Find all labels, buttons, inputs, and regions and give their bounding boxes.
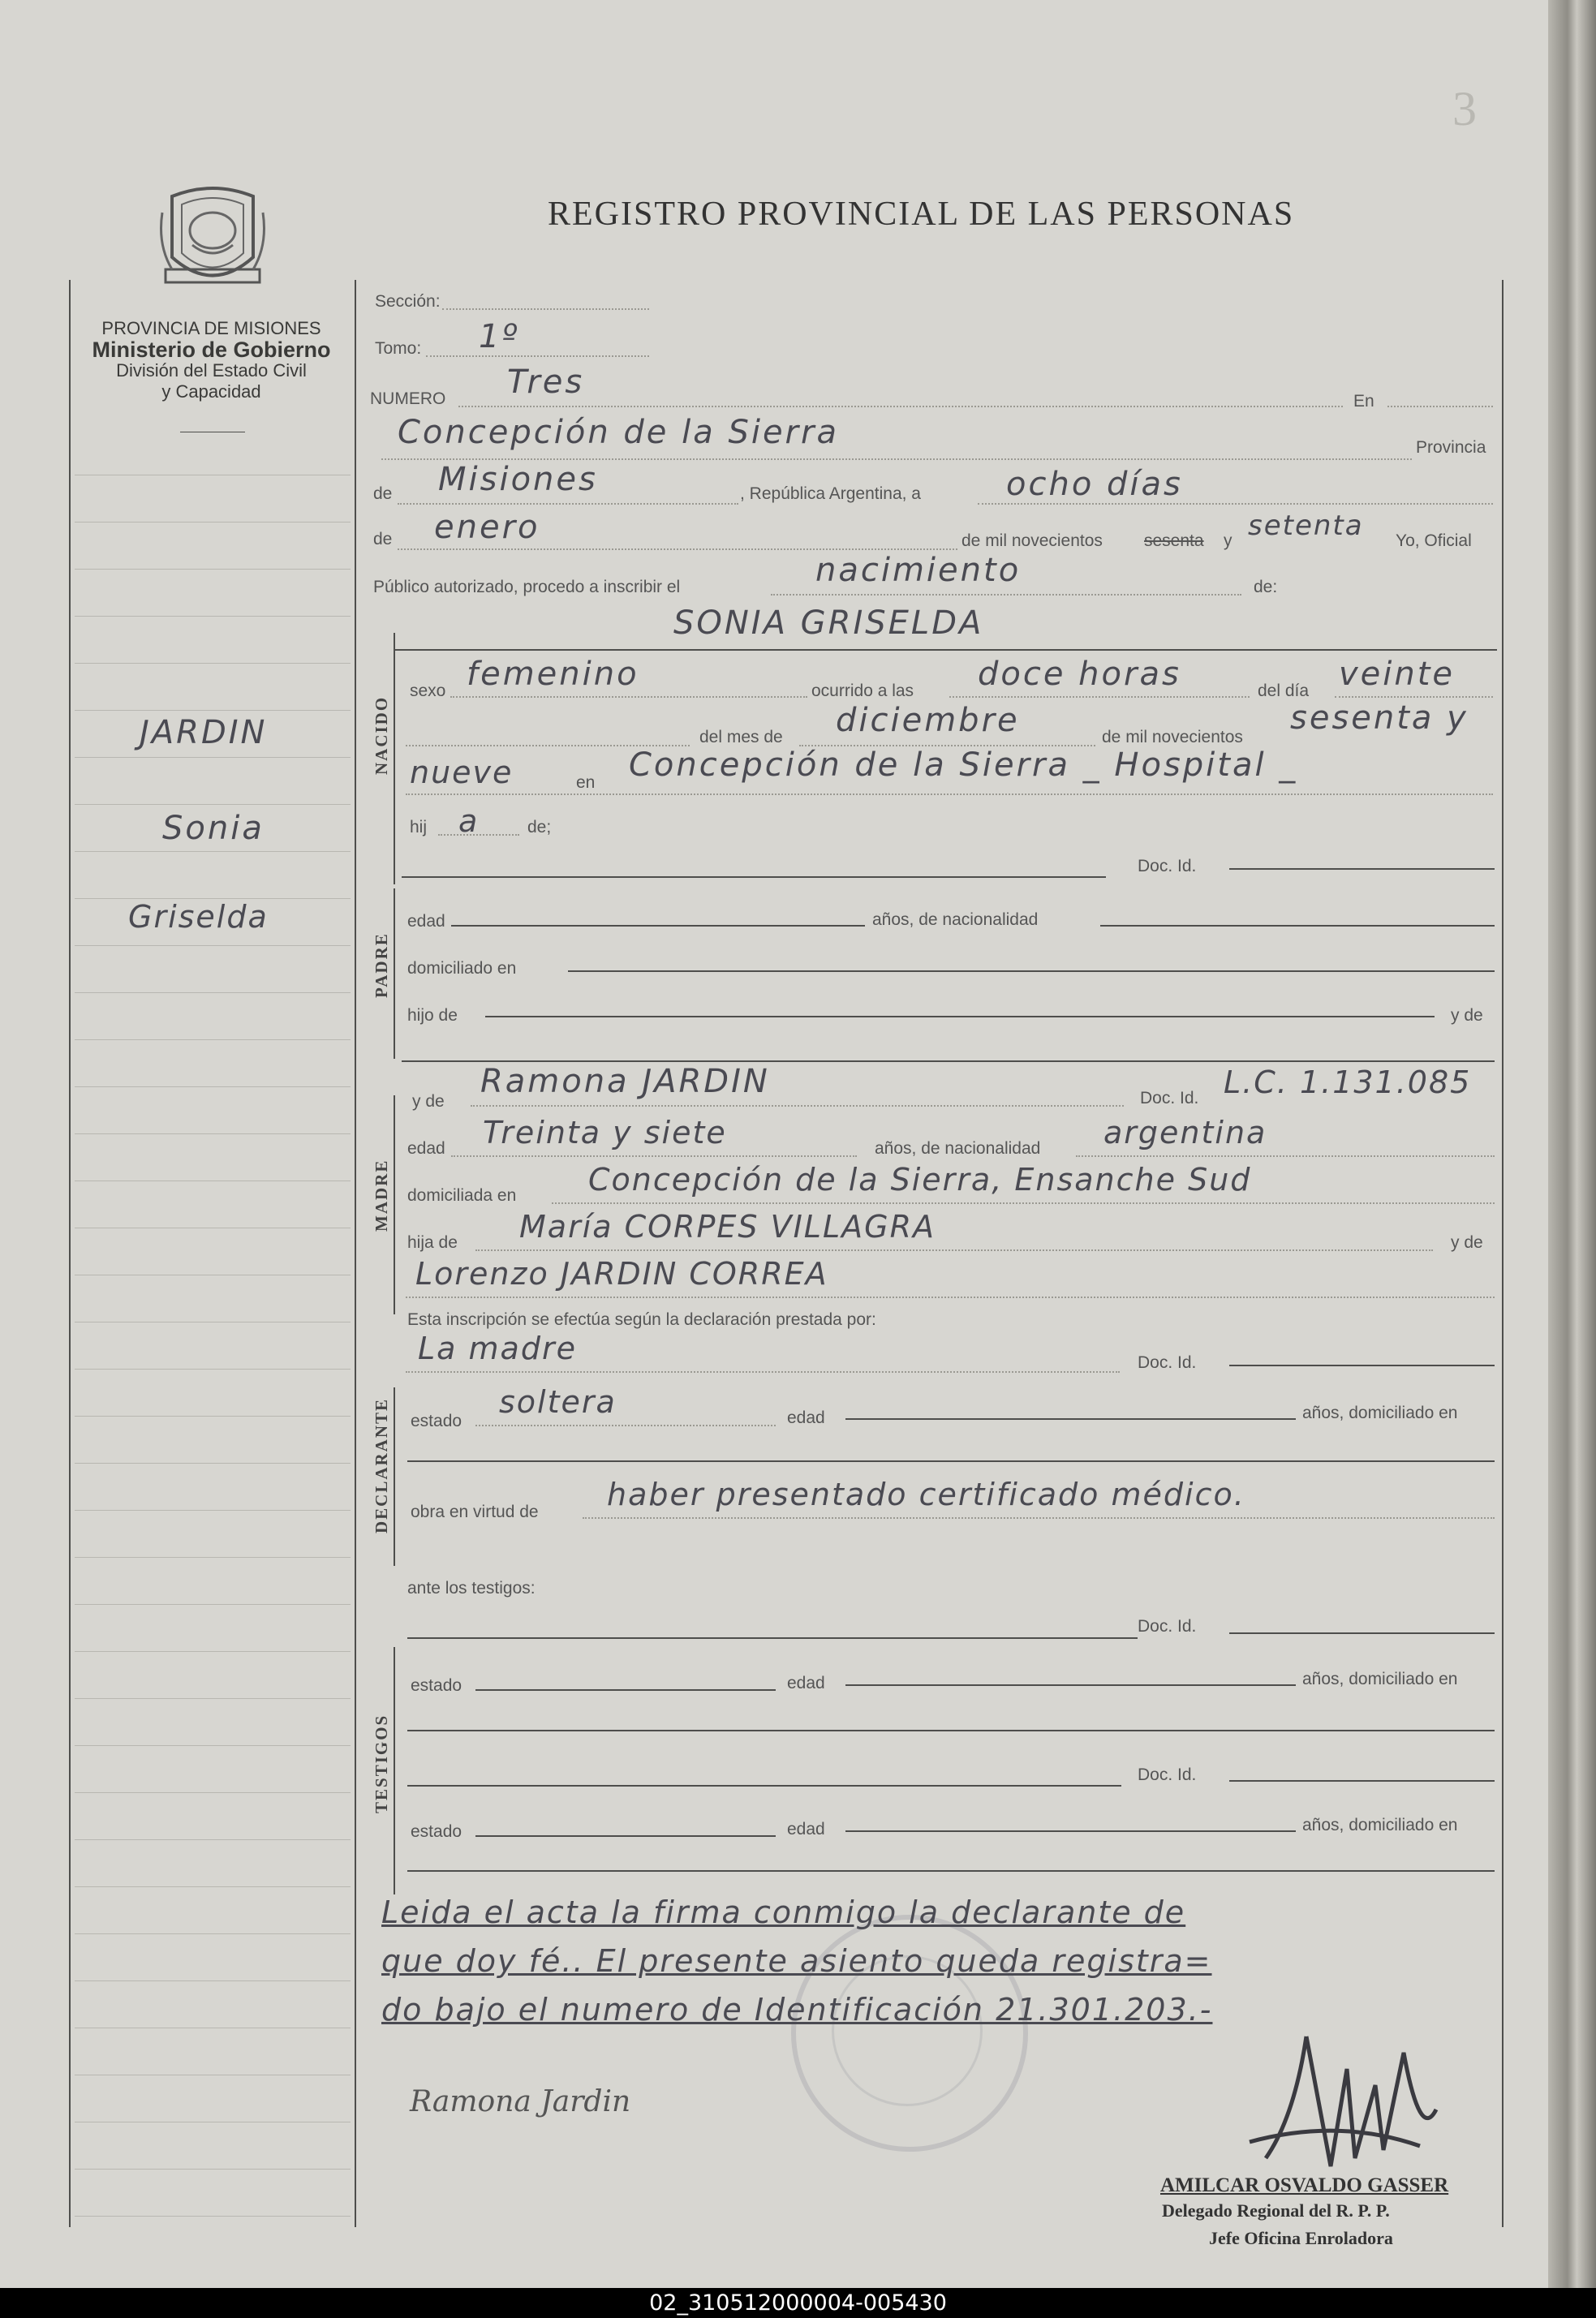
label-ante: ante los testigos: xyxy=(407,1579,536,1598)
field-anio-nac-2: nueve xyxy=(410,755,514,790)
label-ocurrido: ocurrido a las xyxy=(811,682,914,700)
rule xyxy=(394,633,395,884)
page-number: 3 xyxy=(1452,82,1477,135)
document-title: REGISTRO PROVINCIAL DE LAS PERSONAS xyxy=(548,196,1295,233)
section-testigos: TESTIGOS xyxy=(372,1714,391,1813)
label-de-mil2: de mil novecientos xyxy=(1102,728,1243,746)
margin-ruled-line xyxy=(75,757,351,758)
margin-ruled-line xyxy=(75,616,351,617)
label-sesenta-struck: sesenta xyxy=(1144,531,1204,550)
dots xyxy=(949,696,1250,698)
rule xyxy=(407,1637,1138,1639)
margin-ruled-line xyxy=(75,1510,351,1511)
label-anos-nac: años, de nacionalidad xyxy=(872,910,1039,929)
label-doc-id: Doc. Id. xyxy=(1138,857,1197,875)
field-lugar: Concepción de la Sierra _ Hospital _ xyxy=(629,746,1298,784)
label-estado3: estado xyxy=(411,1822,462,1841)
dots xyxy=(978,503,1493,505)
margin-ruled-line xyxy=(75,1933,351,1934)
signature-declarante: Ramona Jardin xyxy=(410,2085,631,2118)
closing-line-2: que doy fé.. El presente asiento queda registra= xyxy=(381,1943,1212,1979)
rule xyxy=(394,649,1497,651)
rule xyxy=(1229,868,1495,870)
margin-ruled-line xyxy=(75,2216,351,2217)
label-del-dia: del día xyxy=(1258,682,1310,700)
label-hija-de: hija de xyxy=(407,1233,458,1252)
label-y-de3: y de xyxy=(1451,1233,1483,1252)
rule xyxy=(475,1689,776,1691)
label-hij: hij xyxy=(410,818,428,836)
coat-of-arms-icon xyxy=(156,180,269,302)
label-edad3: edad xyxy=(787,1408,825,1427)
margin-ruled-line xyxy=(75,2169,351,2170)
field-hij-suffix: a xyxy=(458,803,480,839)
page-right-rule xyxy=(1502,280,1504,2227)
rule xyxy=(845,1418,1296,1420)
label-doc-id3: Doc. Id. xyxy=(1138,1353,1197,1372)
label-de-semi: de; xyxy=(527,818,552,836)
field-nombre: SONIA GRISELDA xyxy=(673,604,984,642)
section-nacido: NACIDO xyxy=(372,695,391,775)
label-edad: edad xyxy=(407,912,445,931)
closing-line-3: do bajo el numero de Identificación 21.301.203.- xyxy=(381,1992,1213,2028)
label-anos-dom: años, domiciliado en xyxy=(1302,1404,1458,1422)
label-en: En xyxy=(1353,392,1374,411)
dots xyxy=(398,503,738,505)
margin-name: Sonia xyxy=(162,810,265,847)
label-de: de xyxy=(373,484,393,503)
label-republica: , República Argentina, a xyxy=(740,484,921,503)
section-padre: PADRE xyxy=(372,932,391,998)
rule xyxy=(1229,1780,1495,1782)
margin-second-name: Griselda xyxy=(128,899,269,935)
field-dia: veinte xyxy=(1339,656,1456,693)
margin-ruled-line xyxy=(75,710,351,711)
field-anio: setenta xyxy=(1248,510,1364,542)
rule xyxy=(407,1730,1495,1731)
field-provincia: Misiones xyxy=(438,461,598,498)
margin-ruled-line xyxy=(75,851,351,852)
margin-ruled-line xyxy=(75,945,351,946)
rule xyxy=(1229,1632,1495,1634)
dots xyxy=(451,1155,857,1157)
label-de-colon: de: xyxy=(1254,578,1278,596)
dots xyxy=(398,548,957,550)
label-doc-id2: Doc. Id. xyxy=(1140,1089,1199,1107)
rule xyxy=(407,1870,1495,1872)
dots xyxy=(475,1249,1433,1251)
dots xyxy=(1335,696,1493,698)
margin-ruled-line xyxy=(75,522,351,523)
dots xyxy=(1076,1155,1495,1157)
label-publico: Público autorizado, procedo a inscribir el xyxy=(373,578,681,596)
office-province: PROVINCIA DE MISIONES xyxy=(101,318,321,338)
label-de2: de xyxy=(373,530,393,548)
label-estado: estado xyxy=(411,1412,462,1430)
dots xyxy=(771,594,1241,596)
image-id-bar: 02_310512000004-005430 xyxy=(0,2288,1596,2318)
section-declarante: DECLARANTE xyxy=(372,1397,391,1533)
closing-line-1: Leida el acta la firma conmigo la declarante de xyxy=(381,1894,1186,1930)
dots xyxy=(426,355,649,357)
label-de-mil: de mil novecientos xyxy=(961,531,1103,550)
field-declarante: La madre xyxy=(418,1331,577,1366)
office-division: División del Estado Civil xyxy=(116,360,307,381)
field-en: Concepción de la Sierra xyxy=(398,414,839,451)
field-madre-hija-de: María CORPES VILLAGRA xyxy=(519,1209,936,1245)
dots xyxy=(1387,406,1493,407)
label-yo-oficial: Yo, Oficial xyxy=(1396,531,1472,550)
margin-ruled-line xyxy=(75,1745,351,1746)
rule xyxy=(394,1095,395,1314)
rule xyxy=(845,1830,1296,1832)
field-madre-doc: L.C. 1.131.085 xyxy=(1224,1064,1472,1100)
dots xyxy=(442,308,649,310)
margin-ruled-line xyxy=(75,1651,351,1652)
rule xyxy=(451,925,865,927)
field-sexo: femenino xyxy=(467,656,639,693)
dots xyxy=(381,458,1412,460)
dots xyxy=(552,1202,1495,1204)
label-domiciliada: domiciliada en xyxy=(407,1186,517,1205)
rule xyxy=(407,1785,1121,1787)
margin-surname: JARDIN xyxy=(140,714,268,751)
dots xyxy=(583,1517,1495,1519)
rule xyxy=(402,876,1106,878)
label-seccion: Sección: xyxy=(375,292,441,311)
label-doc-id4: Doc. Id. xyxy=(1138,1617,1197,1636)
field-estado: soltera xyxy=(499,1384,617,1420)
margin-ruled-line xyxy=(75,1369,351,1370)
field-obra: haber presentado certificado médico. xyxy=(607,1477,1245,1512)
margin-ruled-line xyxy=(75,1886,351,1887)
rule xyxy=(1100,925,1495,927)
label-y: y xyxy=(1224,531,1232,550)
dots xyxy=(471,1105,1124,1107)
field-hora: doce horas xyxy=(978,656,1181,693)
field-madre-nombre: Ramona JARDIN xyxy=(480,1063,770,1100)
label-edad4: edad xyxy=(787,1674,825,1692)
label-numero: NUMERO xyxy=(370,389,446,408)
label-anos-dom3: años, domiciliado en xyxy=(1302,1816,1458,1834)
label-sexo: sexo xyxy=(410,682,446,700)
rule xyxy=(845,1684,1296,1686)
label-y-de: y de xyxy=(1451,1006,1483,1025)
margin-ruled-line xyxy=(75,1039,351,1040)
dots xyxy=(475,1425,776,1426)
label-doc-id5: Doc. Id. xyxy=(1138,1765,1197,1784)
field-fecha-dia: ocho días xyxy=(1006,466,1183,503)
label-anos-nac2: años, de nacionalidad xyxy=(875,1139,1041,1158)
rule xyxy=(568,970,1495,972)
margin-ruled-line xyxy=(75,992,351,993)
field-numero: Tres xyxy=(507,363,585,401)
rule xyxy=(394,1647,395,1894)
rule xyxy=(394,1387,395,1566)
label-estado2: estado xyxy=(411,1676,462,1695)
margin-ruled-line xyxy=(75,1416,351,1417)
official-name: AMILCAR OSVALDO GASSER xyxy=(1160,2174,1449,2196)
rule xyxy=(475,1835,776,1837)
margin-right-rule xyxy=(355,280,356,2227)
office-block xyxy=(71,318,351,402)
field-fecha-mes: enero xyxy=(434,509,540,546)
label-tomo: Tomo: xyxy=(375,339,422,358)
official-role-1: Delegado Regional del R. P. P. xyxy=(1162,2200,1390,2221)
label-edad2: edad xyxy=(407,1139,445,1158)
label-provincia: Provincia xyxy=(1416,438,1486,457)
margin-ruled-line xyxy=(75,1557,351,1558)
field-mes: diciembre xyxy=(836,702,1020,739)
margin-ruled-line xyxy=(75,1792,351,1793)
margin-ruled-line xyxy=(75,1133,351,1134)
label-anos-dom2: años, domiciliado en xyxy=(1302,1670,1458,1688)
rule xyxy=(407,1460,1495,1462)
field-acto: nacimiento xyxy=(815,552,1022,589)
margin-left-rule xyxy=(69,280,71,2227)
margin-ruled-line xyxy=(75,1698,351,1699)
label-domiciliado: domiciliado en xyxy=(407,959,517,978)
dots xyxy=(458,406,1343,407)
book-binding-edge xyxy=(1548,0,1596,2288)
dots xyxy=(406,1371,1120,1373)
field-madre-dom: Concepción de la Sierra, Ensanche Sud xyxy=(588,1162,1252,1198)
field-madre-nac: argentina xyxy=(1103,1115,1267,1150)
rule xyxy=(485,1016,1435,1017)
label-hijo-de: hijo de xyxy=(407,1006,458,1025)
label-en2: en xyxy=(576,773,596,792)
dots xyxy=(438,834,519,836)
label-esta-inscripcion: Esta inscripción se efectúa según la declaración prestada por: xyxy=(407,1310,876,1329)
label-edad5: edad xyxy=(787,1820,825,1838)
field-tomo: 1º xyxy=(479,318,520,355)
margin-ruled-line xyxy=(75,1463,351,1464)
field-madre-edad: Treinta y siete xyxy=(483,1115,727,1150)
label-y-de2: y de xyxy=(412,1092,445,1111)
dots xyxy=(406,1297,1495,1298)
margin-ruled-line xyxy=(75,1839,351,1840)
margin-ruled-line xyxy=(75,663,351,664)
official-role-2: Jefe Oficina Enroladora xyxy=(1209,2228,1393,2248)
rule xyxy=(394,888,395,1059)
label-obra: obra en virtud de xyxy=(411,1503,539,1521)
margin-ruled-line xyxy=(75,1604,351,1605)
margin-ruled-line xyxy=(75,569,351,570)
label-del-mes: del mes de xyxy=(699,728,783,746)
margin-ruled-line xyxy=(75,1086,351,1087)
field-anio-nac-1: sesenta y xyxy=(1290,699,1469,737)
rule xyxy=(402,1060,1495,1062)
margin-ruled-line xyxy=(75,1980,351,1981)
dots xyxy=(406,793,1493,795)
section-madre: MADRE xyxy=(372,1159,391,1232)
rule xyxy=(1229,1365,1495,1366)
dots xyxy=(450,696,807,698)
office-capacity: y Capacidad xyxy=(161,381,261,402)
field-madre-y-de: Lorenzo JARDIN CORREA xyxy=(415,1256,828,1292)
official-signature-icon xyxy=(1217,2020,1460,2183)
office-ministry: Ministerio de Gobierno xyxy=(92,338,331,362)
margin-ruled-line xyxy=(75,804,351,805)
